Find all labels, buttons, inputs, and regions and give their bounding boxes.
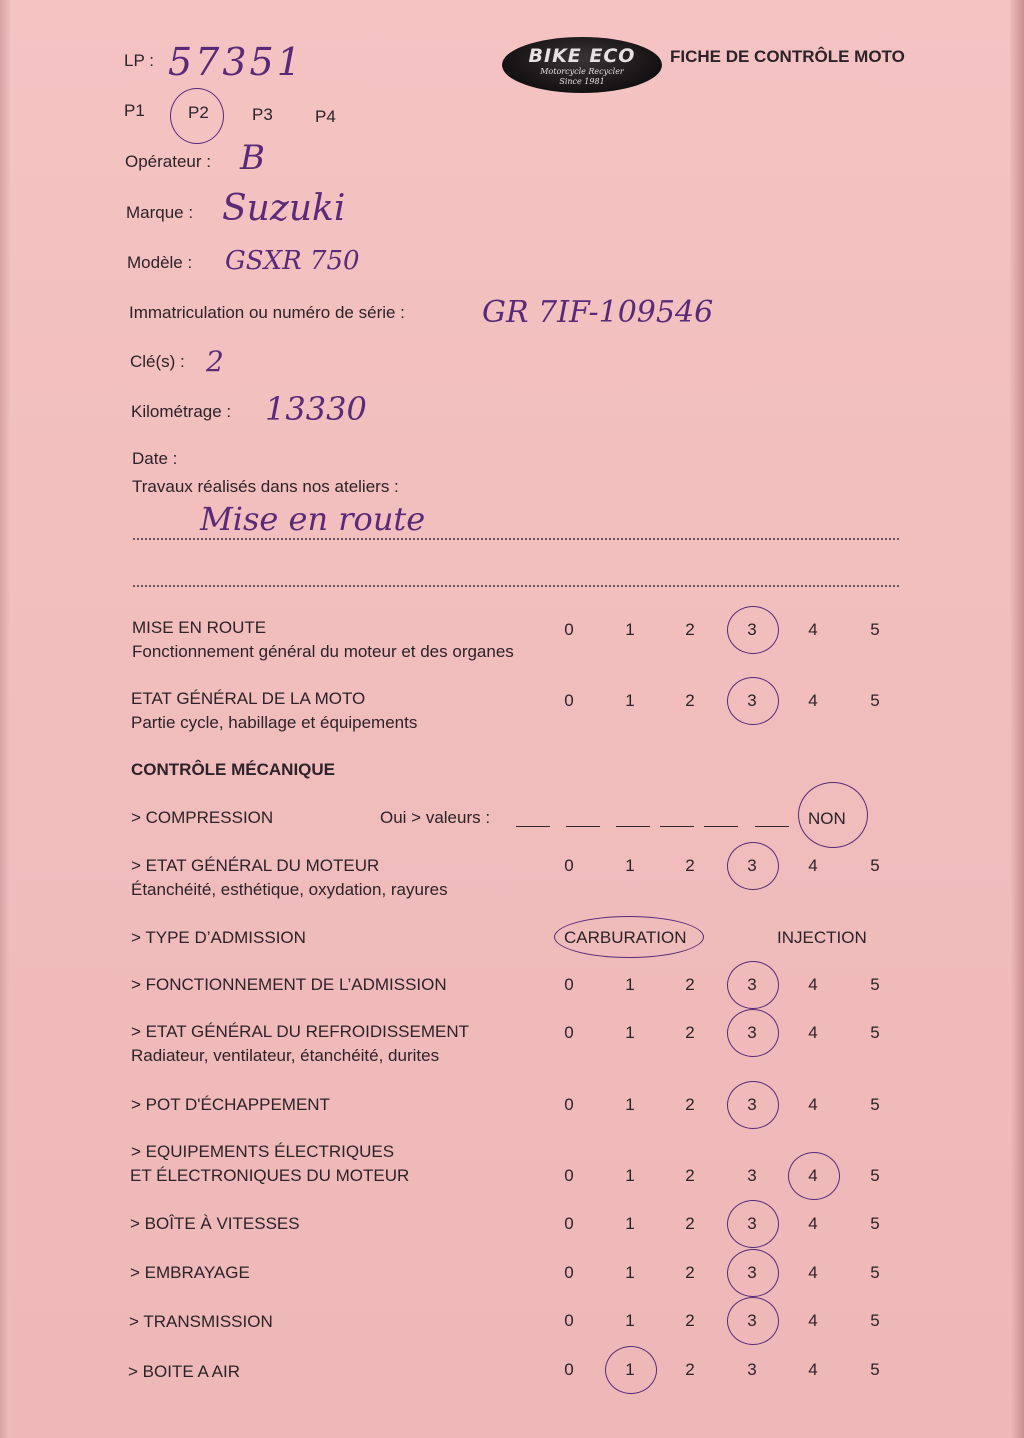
boite-vitesses-option-0[interactable]: 0 bbox=[564, 1214, 574, 1233]
position-p4[interactable]: P4 bbox=[315, 107, 336, 126]
admission-carburation[interactable]: CARBURATION bbox=[564, 928, 687, 947]
etat-moteur-option-3[interactable]: 3 bbox=[747, 856, 757, 875]
logo-tagline: Motorcycle Recycler bbox=[540, 67, 624, 76]
compression-value-blank-4[interactable] bbox=[660, 826, 694, 827]
boite-air-title: > BOITE A AIR bbox=[128, 1362, 240, 1381]
boite-air-selected-circle-mark bbox=[605, 1346, 657, 1394]
boite-air-option-3[interactable]: 3 bbox=[747, 1360, 757, 1379]
boite-vitesses-option-3[interactable]: 3 bbox=[747, 1214, 757, 1233]
boite-air-option-5[interactable]: 5 bbox=[870, 1360, 880, 1379]
electrique-selected-circle-mark bbox=[788, 1152, 840, 1200]
boite-vitesses-option-1[interactable]: 1 bbox=[625, 1214, 635, 1233]
travaux-label: Travaux réalisés dans nos ateliers : bbox=[132, 477, 399, 496]
fonct-admission-option-1[interactable]: 1 bbox=[625, 975, 635, 994]
echappement-option-4[interactable]: 4 bbox=[808, 1095, 818, 1114]
etat-general-option-1[interactable]: 1 bbox=[625, 691, 635, 710]
mise-en-route-option-2[interactable]: 2 bbox=[685, 620, 695, 639]
refroidissement-option-2[interactable]: 2 bbox=[685, 1023, 695, 1042]
etat-general-option-2[interactable]: 2 bbox=[685, 691, 695, 710]
mise-en-route-option-1[interactable]: 1 bbox=[625, 620, 635, 639]
electrique-title-2: ET ÉLECTRONIQUES DU MOTEUR bbox=[130, 1166, 410, 1185]
embrayage-option-2[interactable]: 2 bbox=[685, 1263, 695, 1282]
operateur-label: Opérateur : bbox=[125, 152, 211, 171]
fonct-admission-option-3[interactable]: 3 bbox=[747, 975, 757, 994]
transmission-option-1[interactable]: 1 bbox=[625, 1311, 635, 1330]
mise-en-route-title: MISE EN ROUTE bbox=[132, 618, 267, 637]
embrayage-option-0[interactable]: 0 bbox=[564, 1263, 574, 1282]
embrayage-option-5[interactable]: 5 bbox=[870, 1263, 880, 1282]
marque-value[interactable]: Suzuki bbox=[222, 188, 346, 229]
embrayage-title: > EMBRAYAGE bbox=[130, 1263, 250, 1282]
electrique-option-3[interactable]: 3 bbox=[747, 1166, 757, 1185]
etat-moteur-sub: Étanchéité, esthétique, oxydation, rayures bbox=[131, 880, 448, 899]
operateur-value[interactable]: B bbox=[240, 138, 265, 178]
fonct-admission-option-5[interactable]: 5 bbox=[870, 975, 880, 994]
transmission-option-4[interactable]: 4 bbox=[808, 1311, 818, 1330]
boite-vitesses-option-5[interactable]: 5 bbox=[870, 1214, 880, 1233]
mise-en-route-option-4[interactable]: 4 bbox=[808, 620, 818, 639]
position-p1[interactable]: P1 bbox=[124, 101, 145, 120]
compression-non-circle-mark bbox=[798, 782, 868, 848]
fonct-admission-title: > FONCTIONNEMENT DE L’ADMISSION bbox=[131, 975, 447, 994]
boite-air-option-2[interactable]: 2 bbox=[685, 1360, 695, 1379]
transmission-title: > TRANSMISSION bbox=[129, 1312, 273, 1331]
etat-moteur-selected-circle-mark bbox=[727, 842, 779, 890]
refroidissement-sub: Radiateur, ventilateur, étanchéité, durites bbox=[131, 1046, 440, 1065]
mise-en-route-sub: Fonctionnement général du moteur et des organes bbox=[132, 642, 514, 661]
travaux-line-1 bbox=[133, 538, 899, 540]
etat-moteur-option-5[interactable]: 5 bbox=[870, 856, 880, 875]
transmission-option-2[interactable]: 2 bbox=[685, 1311, 695, 1330]
mise-en-route-selected-circle-mark bbox=[727, 606, 779, 654]
compression-value-blank-1[interactable] bbox=[516, 826, 550, 827]
electrique-option-0[interactable]: 0 bbox=[564, 1166, 574, 1185]
echappement-selected-circle-mark bbox=[727, 1081, 779, 1129]
transmission-option-5[interactable]: 5 bbox=[870, 1311, 880, 1330]
boite-vitesses-selected-circle-mark bbox=[727, 1200, 779, 1248]
modele-label: Modèle : bbox=[127, 253, 193, 272]
modele-value[interactable]: GSXR 750 bbox=[225, 246, 360, 276]
etat-moteur-option-0[interactable]: 0 bbox=[564, 856, 574, 875]
echappement-title: > POT D'ÉCHAPPEMENT bbox=[131, 1095, 330, 1114]
refroidissement-option-1[interactable]: 1 bbox=[625, 1023, 635, 1042]
embrayage-option-4[interactable]: 4 bbox=[808, 1263, 818, 1282]
echappement-option-2[interactable]: 2 bbox=[685, 1095, 695, 1114]
boite-vitesses-option-4[interactable]: 4 bbox=[808, 1214, 818, 1233]
cles-label: Clé(s) : bbox=[130, 352, 185, 371]
etat-general-option-3[interactable]: 3 bbox=[747, 691, 757, 710]
fonct-admission-option-4[interactable]: 4 bbox=[808, 975, 818, 994]
position-p3[interactable]: P3 bbox=[252, 105, 273, 124]
etat-general-option-0[interactable]: 0 bbox=[564, 691, 574, 710]
boite-vitesses-option-2[interactable]: 2 bbox=[685, 1214, 695, 1233]
embrayage-option-1[interactable]: 1 bbox=[625, 1263, 635, 1282]
etat-moteur-option-4[interactable]: 4 bbox=[808, 856, 818, 875]
mecanique-heading: CONTRÔLE MÉCANIQUE bbox=[131, 760, 335, 779]
electrique-option-1[interactable]: 1 bbox=[625, 1166, 635, 1185]
etat-general-option-5[interactable]: 5 bbox=[870, 691, 880, 710]
immatriculation-label: Immatriculation ou numéro de série : bbox=[129, 303, 405, 322]
position-p2[interactable]: P2 bbox=[188, 103, 209, 122]
travaux-value[interactable]: Mise en route bbox=[200, 500, 426, 538]
lp-value[interactable]: 57351 bbox=[168, 40, 304, 84]
cles-value[interactable]: 2 bbox=[206, 345, 224, 378]
form-title: FICHE DE CONTRÔLE MOTO bbox=[670, 47, 905, 66]
refroidissement-option-4[interactable]: 4 bbox=[808, 1023, 818, 1042]
electrique-option-4[interactable]: 4 bbox=[808, 1166, 818, 1185]
date-label: Date : bbox=[132, 449, 178, 468]
bike-eco-logo bbox=[502, 37, 662, 93]
compression-value-blank-5[interactable] bbox=[704, 826, 738, 827]
embrayage-option-3[interactable]: 3 bbox=[747, 1263, 757, 1282]
compression-value-blank-2[interactable] bbox=[566, 826, 600, 827]
logo-brand: BIKE ECO bbox=[528, 45, 636, 67]
paper-edge-right bbox=[1010, 0, 1024, 1438]
refroidissement-option-3[interactable]: 3 bbox=[747, 1023, 757, 1042]
compression-value-blank-3[interactable] bbox=[616, 826, 650, 827]
boite-air-option-4[interactable]: 4 bbox=[808, 1360, 818, 1379]
etat-moteur-title: > ETAT GÉNÉRAL DU MOTEUR bbox=[131, 856, 380, 875]
refroidissement-title: > ETAT GÉNÉRAL DU REFROIDISSEMENT bbox=[131, 1022, 470, 1041]
echappement-option-3[interactable]: 3 bbox=[747, 1095, 757, 1114]
refroidissement-option-0[interactable]: 0 bbox=[564, 1023, 574, 1042]
compression-value-blank-6[interactable] bbox=[755, 826, 789, 827]
transmission-selected-circle-mark bbox=[727, 1297, 779, 1345]
embrayage-selected-circle-mark bbox=[727, 1249, 779, 1297]
boite-air-option-1[interactable]: 1 bbox=[625, 1360, 635, 1379]
fonct-admission-option-2[interactable]: 2 bbox=[685, 975, 695, 994]
etat-moteur-option-2[interactable]: 2 bbox=[685, 856, 695, 875]
etat-general-title: ETAT GÉNÉRAL DE LA MOTO bbox=[131, 689, 366, 708]
marque-label: Marque : bbox=[126, 203, 194, 222]
immatriculation-value[interactable]: GR 7IF-109546 bbox=[482, 295, 714, 330]
mise-en-route-option-3[interactable]: 3 bbox=[747, 620, 757, 639]
etat-moteur-option-1[interactable]: 1 bbox=[625, 856, 635, 875]
compression-non[interactable]: NON bbox=[808, 809, 846, 828]
electrique-option-5[interactable]: 5 bbox=[870, 1166, 880, 1185]
transmission-option-0[interactable]: 0 bbox=[564, 1311, 574, 1330]
echappement-option-5[interactable]: 5 bbox=[870, 1095, 880, 1114]
travaux-line-2 bbox=[133, 585, 899, 587]
paper-edge-left bbox=[0, 0, 10, 1438]
transmission-option-3[interactable]: 3 bbox=[747, 1311, 757, 1330]
position-p2-circle-mark bbox=[170, 88, 224, 144]
fonct-admission-option-0[interactable]: 0 bbox=[564, 975, 574, 994]
boite-air-option-0[interactable]: 0 bbox=[564, 1360, 574, 1379]
refroidissement-option-5[interactable]: 5 bbox=[870, 1023, 880, 1042]
etat-general-option-4[interactable]: 4 bbox=[808, 691, 818, 710]
kilometrage-label: Kilométrage : bbox=[131, 402, 232, 421]
boite-vitesses-title: > BOÎTE À VITESSES bbox=[130, 1214, 300, 1233]
admission-carburation-circle-mark bbox=[554, 916, 704, 958]
fonct-admission-selected-circle-mark bbox=[727, 961, 779, 1009]
etat-general-sub: Partie cycle, habillage et équipements bbox=[131, 713, 418, 732]
logo-since: Since 1981 bbox=[559, 77, 605, 86]
electrique-option-2[interactable]: 2 bbox=[685, 1166, 695, 1185]
electrique-title: > EQUIPEMENTS ÉLECTRIQUES bbox=[131, 1142, 395, 1161]
compression-oui-label: Oui > valeurs : bbox=[380, 808, 491, 827]
compression-label: > COMPRESSION bbox=[131, 808, 274, 827]
mise-en-route-option-5[interactable]: 5 bbox=[870, 620, 880, 639]
kilometrage-value[interactable]: 13330 bbox=[265, 390, 367, 428]
admission-injection[interactable]: INJECTION bbox=[777, 928, 867, 947]
lp-label: LP : bbox=[124, 51, 154, 70]
etat-general-selected-circle-mark bbox=[727, 677, 779, 725]
type-admission-label: > TYPE D’ADMISSION bbox=[131, 928, 306, 947]
refroidissement-selected-circle-mark bbox=[727, 1009, 779, 1057]
mise-en-route-option-0[interactable]: 0 bbox=[564, 620, 574, 639]
echappement-option-1[interactable]: 1 bbox=[625, 1095, 635, 1114]
echappement-option-0[interactable]: 0 bbox=[564, 1095, 574, 1114]
